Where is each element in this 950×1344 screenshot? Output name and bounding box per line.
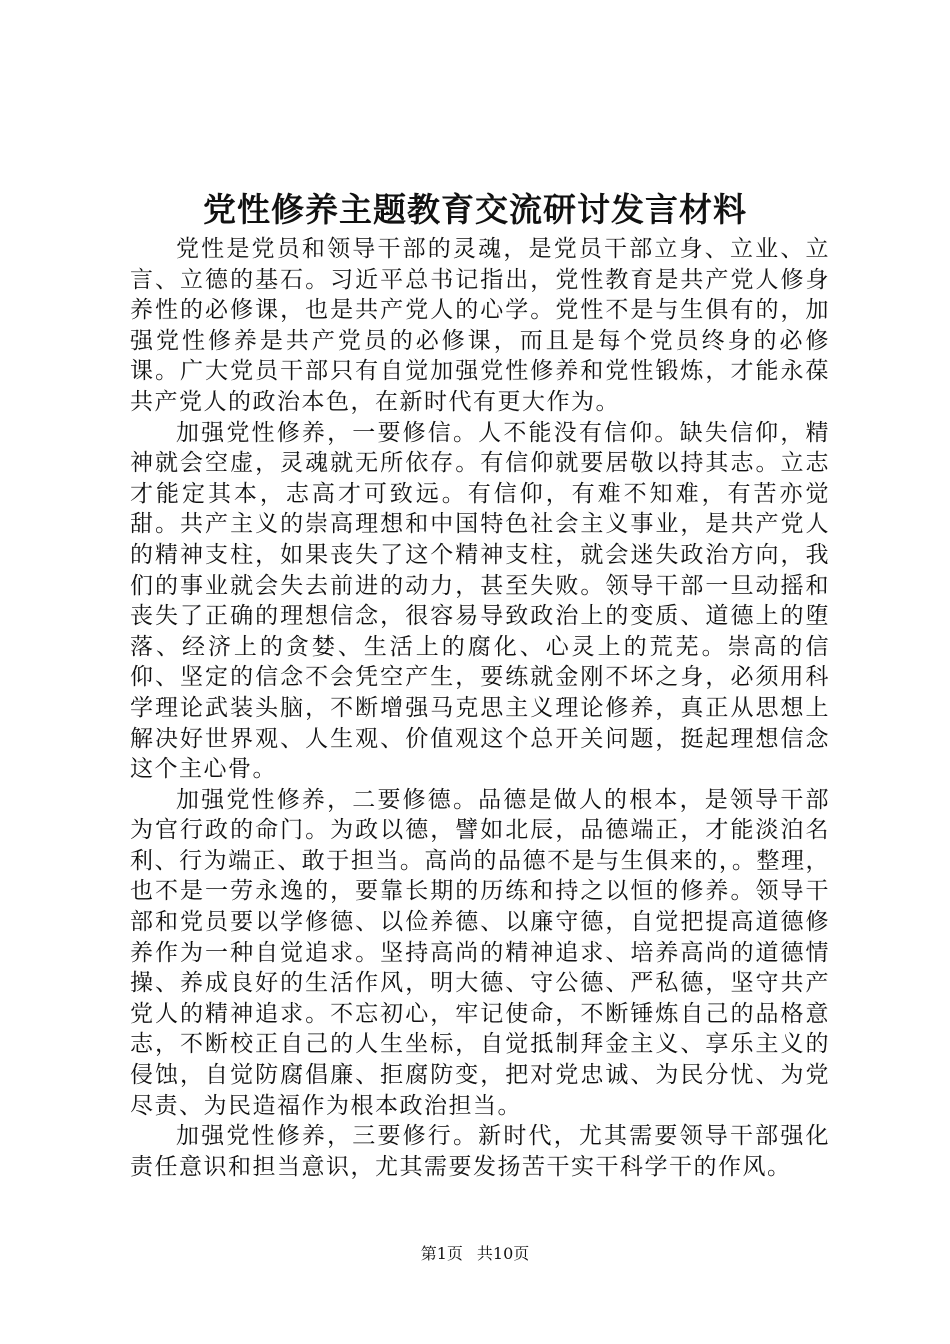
paragraph-belief: 加强党性修养，一要修信。人不能没有信仰。缺失信仰，精神就会空虚，灵魂就无所依存。有信仰就要居敬以持其志。立志才能定其本，志高才可致远。有信仰，有难不知难，有苦亦觉甜。共产主义的崇高理想和中国特色社会主义事业，是共产党人的精神支柱，如果丧失了这个精神支柱，就会迷失政治方向，我们的事业就会失去前进的动力，甚至失败。领导干部一旦动摇和丧失了正确的理想信念，很容易导致政治上的变质、道德上的堕落、经济上的贪婪、生活上的腐化、心灵上的荒芜。崇高的信仰、坚定的信念不会凭空产生，要练就金刚不坏之身，必须用科学理论武装头脑，不断增强马克思主义理论修养，真正从思想上解决好世界观、人生观、价值观这个总开关问题，挺起理想信念这个主心骨。 — [130, 419, 830, 783]
document-title: 党性修养主题教育交流研讨发言材料 — [203, 190, 747, 229]
page-footer — [0, 1243, 950, 1265]
paragraph-conduct: 加强党性修养，三要修行。新时代，尤其需要领导干部强化责任意识和担当意识，尤其需要发扬苦干实干科学干的作风。 — [130, 1123, 830, 1180]
paragraph-morality: 加强党性修养，二要修德。品德是做人的根本，是领导干部为官行政的命门。为政以德，譬如北辰，品德端正，才能淡泊名利、行为端正、敢于担当。高尚的品德不是与生俱来的，。整理，也不是一劳永逸的，要靠长期的历练和持之以恒的修养。领导干部和党员要以学修德、以俭养德、以廉守德，自觉把提高道德修养作为一种自觉追求。坚持高尚的精神追求、培养高尚的道德情操、养成良好的生活作风，明大德、守公德、严私德，坚守共产党人的精神追求。不忘初心，牢记使命，不断锤炼自己的品格意志，不断校正自己的人生坐标，自觉抵制拜金主义、享乐主义的侵蚀，自觉防腐倡廉、拒腐防变，把对党忠诚、为民分忧、为党尽责、为民造福作为根本政治担当。 — [130, 786, 830, 1119]
document-body — [130, 234, 830, 1182]
page-number: 第1页 — [420, 1244, 463, 1263]
page-total: 共10页 — [476, 1244, 530, 1263]
paragraph-intro: 党性是党员和领导干部的灵魂，是党员干部立身、立业、立言、立德的基石。习近平总书记指出，党性教育是共产党人修身养性的必修课，也是共产党人的心学。党性不是与生俱有的，加强党性修养是共产党员的必修课，而且是每个党员终身的必修课。广大党员干部只有自觉加强党性修养和党性锻炼，才能永葆共产党人的政治本色，在新时代有更大作为。 — [130, 236, 830, 415]
